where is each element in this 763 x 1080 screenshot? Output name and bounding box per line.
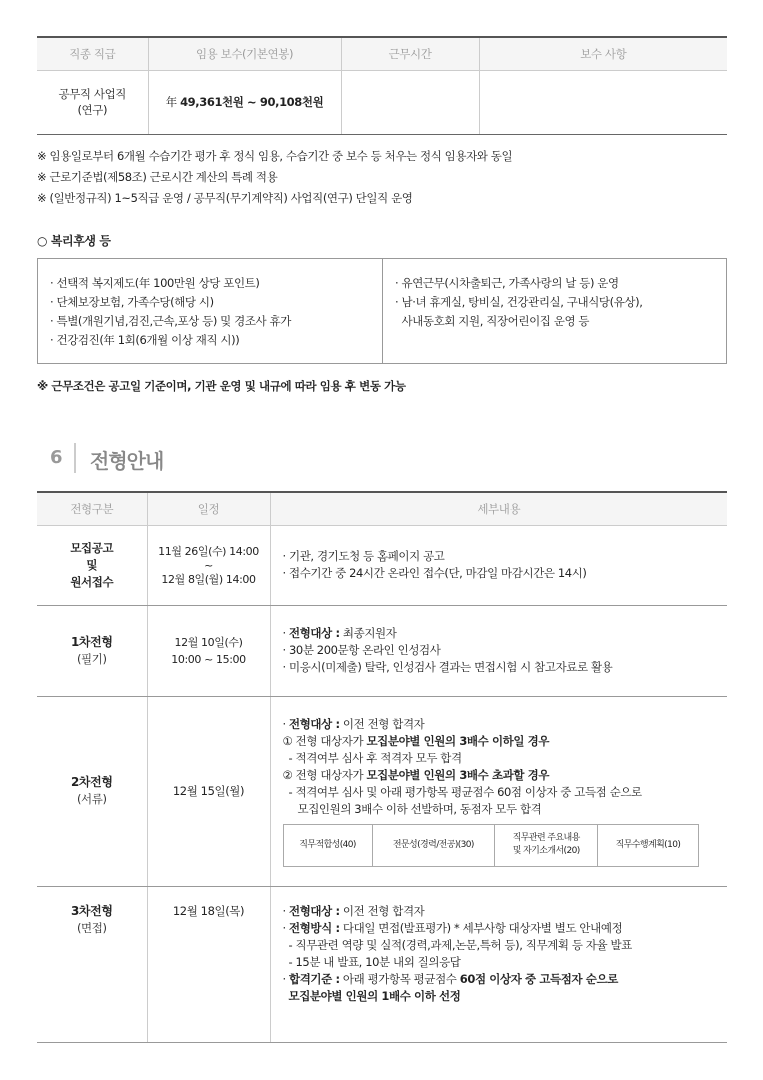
notes-list: [37, 146, 512, 209]
stage-cell: [37, 886, 147, 1042]
stage-name: 2차전형: [70, 775, 113, 789]
eval-item: 직무수행계획(10): [598, 824, 698, 866]
stage-cell: [37, 525, 147, 605]
welfare-col-left: [38, 259, 383, 363]
details-cell: [270, 886, 727, 1042]
header-details: 세부내용: [270, 492, 727, 525]
header-stage: 전형구분: [37, 492, 147, 525]
stage-sub: (필기): [76, 651, 107, 666]
pass-criteria: 모집분야별 인원의 1배수 이하 선정: [288, 988, 461, 1003]
stage-sub: (서류): [76, 792, 107, 806]
stage-sub: (면접): [76, 920, 107, 935]
case-condition: 모집분야별 인원의 3배수 이하일 경우: [366, 733, 550, 748]
pay-table-header: [37, 37, 727, 70]
stage-name: 원서접수: [70, 574, 114, 589]
welfare-item: · 특별(개원기념,검진,근속,포상 등) 및 경조사 휴가: [50, 314, 291, 328]
target-value: 이전 전형 합격자: [339, 903, 425, 918]
details-cell: [270, 525, 727, 605]
position-name: 공무직 사업직: [58, 87, 126, 101]
table-row: [37, 605, 727, 696]
header-position: 직종 직급: [37, 37, 148, 70]
schedule-cell: 12월 18일(목): [147, 886, 270, 1042]
detail-line: - 적격여부 심사 및 아래 평가항목 평균점수 60점 이상자 중 고득점 순으로: [288, 784, 642, 799]
hours-cell: [341, 70, 479, 134]
header-schedule: 일정: [147, 492, 270, 525]
welfare-item: · 단체보장보험, 가족수당(해당 시): [50, 295, 214, 309]
detail-line: - 15분 내 발표, 10분 내외 질의응답: [288, 954, 461, 969]
welfare-item: · 유연근무(시차출퇴근, 가족사랑의 날 등) 운영: [395, 276, 619, 290]
detail-line: [283, 988, 728, 1005]
welfare-box: [37, 258, 727, 364]
header-salary: 임용 보수(기본연봉): [148, 37, 341, 70]
case-prefix: ② 전형 대상자가: [282, 767, 367, 782]
detail-line: · 30분 200문항 온라인 인성검사: [282, 643, 441, 657]
detail-line: [283, 767, 728, 784]
eval-item: 직무적합성(40): [283, 824, 372, 866]
evaluation-table: [283, 824, 699, 867]
welfare-note: ※ 근무조건은 공고일 기준이며, 기관 운영 및 내규에 따라 임용 후 변동 가능: [37, 379, 406, 393]
stage-name: 및: [86, 557, 98, 572]
method-value: 다대일 면접(발표평가) * 세부사항 대상자별 별도 안내예정: [339, 920, 623, 935]
pass-value: 아래 평가항목 평균점수: [339, 971, 460, 986]
section-number: 6: [50, 447, 63, 468]
schedule-start: 11월 26일(수) 14:00: [158, 544, 259, 558]
schedule-date: 12월 10일(수): [174, 635, 243, 649]
selection-table: [37, 491, 727, 1043]
stage-name: 1차전형: [70, 634, 113, 649]
detail-line: · 전형방식 : 다대일 면접(발표평가) * 세부사항 대상자별 별도 안내예정: [282, 920, 623, 935]
detail-line: 모집인원의 3배수 이하 선발하며, 동점자 모두 합격: [297, 801, 542, 816]
welfare-item: · 선택적 복지제도(年 100만원 상당 포인트): [50, 276, 260, 290]
detail-line: · 전형대상 : 이전 전형 합격자: [282, 903, 425, 918]
detail-line: [283, 733, 728, 750]
case-prefix: ① 전형 대상자가: [282, 733, 367, 748]
eval-item: [495, 824, 598, 866]
evaluation-row: [283, 824, 698, 866]
target-label: 전형대상 :: [289, 716, 340, 731]
details-cell: [270, 605, 727, 696]
target-label: 전형대상 :: [289, 626, 340, 640]
detail-line: · 전형대상 : 최종지원자: [282, 626, 397, 640]
note-item: ※ 임용일로부터 6개월 수습기간 평가 후 정식 임용, 수습기간 중 보수 등 처우는 정식 임용자와 동일: [37, 149, 513, 163]
note-item: ※ (일반정규직) 1~5직급 운영 / 공무직(무기계약직) 사업직(연구) 단일직 운영: [37, 191, 413, 205]
case-condition: 모집분야별 인원의 3배수 초과할 경우: [366, 767, 550, 782]
stage-name: 모집공고: [70, 540, 114, 555]
section-title: 전형안내: [90, 449, 164, 473]
stage-name: 3차전형: [70, 903, 113, 918]
welfare-col-right: [383, 259, 726, 363]
schedule-end: 12월 8일(월) 14:00: [161, 572, 256, 586]
schedule-time: 10:00 ~ 15:00: [171, 652, 246, 666]
schedule-cell: [147, 525, 270, 605]
details-cell: [270, 696, 727, 886]
table-row: [37, 886, 727, 1042]
welfare-item: · 건강검진(年 1회(6개월 이상 재직 시)): [50, 333, 240, 347]
detail-line: - 직무관련 역량 및 실적(경력,과제,논문,특허 등), 직무계획 등 자율 발표: [288, 937, 632, 952]
pay-notes-cell: [479, 70, 727, 134]
welfare-item: · 남·녀 휴게실, 탕비실, 건강관리실, 구내식당(유상),: [395, 295, 643, 309]
eval-item-line: 직무관련 주요내용: [512, 833, 580, 843]
schedule-cell: 12월 15일(월): [147, 696, 270, 886]
detail-line: · 전형대상 : 이전 전형 합격자: [282, 716, 425, 731]
eval-item-line: 및 자기소개서(20): [512, 846, 580, 856]
schedule-cell: [147, 605, 270, 696]
section-divider: [74, 443, 76, 473]
welfare-item: 사내동호회 지원, 직장어린이집 운영 등: [395, 314, 590, 328]
position-sub: (연구): [77, 103, 108, 117]
salary-prefix: 年: [165, 95, 181, 109]
header-pay-notes: 보수 사항: [479, 37, 727, 70]
detail-line: · 미응시(미제출) 탈락, 인성검사 결과는 면접시험 시 참고자료로 활용: [282, 660, 613, 674]
pass-criteria: 60점 이상자 중 고득점자 순으로: [459, 971, 618, 986]
target-label: 전형대상 :: [289, 903, 340, 918]
target-value: 이전 전형 합격자: [339, 716, 425, 731]
method-label: 전형방식 :: [289, 920, 340, 935]
schedule-sep: ~: [204, 558, 213, 572]
stage-cell: [37, 696, 147, 886]
salary-range: 49,361천원 ~ 90,108천원: [180, 95, 324, 109]
stage-cell: [37, 605, 147, 696]
table-row: [37, 70, 727, 134]
detail-line: · 기관, 경기도청 등 홈페이지 공고: [282, 549, 445, 563]
table-row: [37, 525, 727, 605]
welfare-title: ○ 복리후생 등: [37, 234, 111, 248]
table-row: [37, 696, 727, 886]
selection-table-header: [37, 492, 727, 525]
detail-line: - 적격여부 심사 후 적격자 모두 합격: [288, 750, 462, 765]
detail-line: · 접수기간 중 24시간 온라인 접수(단, 마감일 마감시간은 14시): [282, 566, 587, 580]
target-value: 최종지원자: [339, 626, 397, 640]
salary-cell: [148, 70, 341, 134]
detail-line: · 합격기준 : 아래 평가항목 평균점수 60점 이상자 중 고득점자 순으로: [282, 971, 618, 986]
position-cell: [37, 70, 148, 134]
eval-item: 전문성(경력/전공)(30): [372, 824, 494, 866]
note-item: ※ 근로기준법(제58조) 근로시간 계산의 특례 적용: [37, 170, 278, 184]
pay-table: [37, 36, 727, 135]
header-hours: 근무시간: [341, 37, 479, 70]
pass-label: 합격기준 :: [289, 971, 340, 986]
